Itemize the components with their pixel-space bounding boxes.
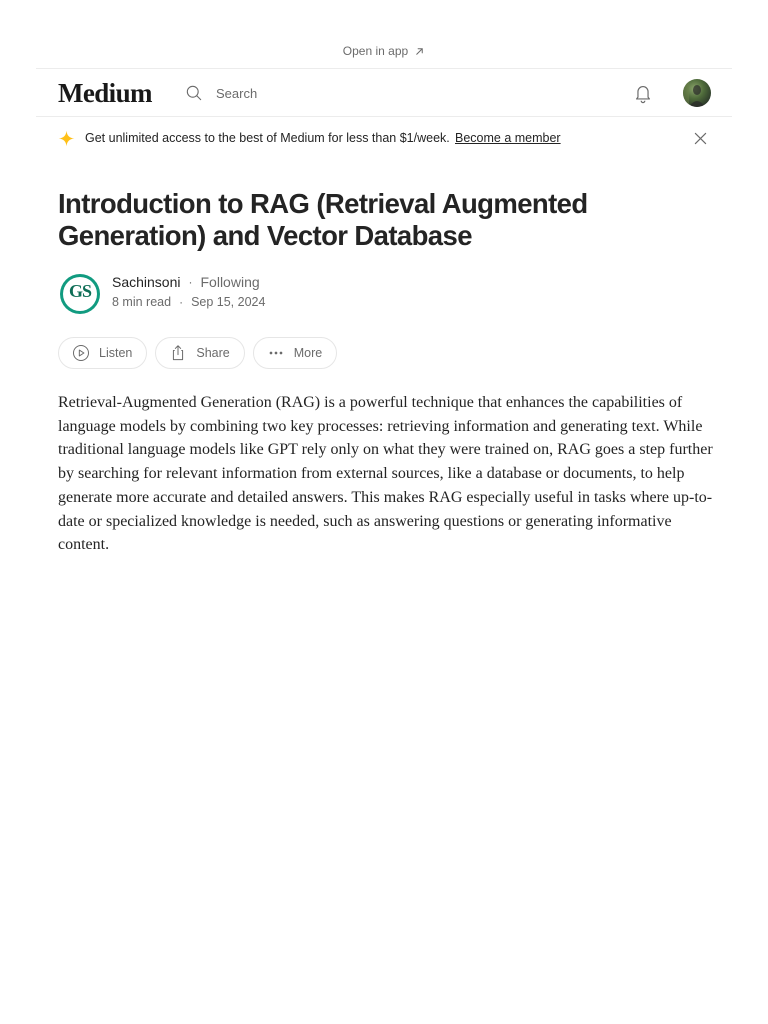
top-divider	[36, 68, 732, 69]
close-icon[interactable]	[692, 130, 709, 147]
more-button[interactable]	[253, 337, 337, 369]
external-arrow-icon	[414, 46, 425, 57]
navbar-divider	[36, 116, 732, 117]
author-initials: GS	[68, 281, 91, 301]
search-icon	[184, 83, 204, 103]
membership-banner	[0, 128, 768, 150]
listen-button[interactable]	[58, 337, 147, 369]
author-avatar[interactable]	[60, 274, 100, 314]
author-name[interactable]: Sachinsoni	[112, 274, 181, 290]
share-button[interactable]	[155, 337, 244, 369]
publish-date: Sep 15, 2024	[191, 295, 266, 309]
sparkle-icon	[58, 130, 75, 147]
author-line	[112, 274, 260, 290]
article-title: Introduction to RAG (Retrieval Augmented Generation) and Vector Database	[58, 188, 588, 251]
become-member-link[interactable]: Become a member	[455, 131, 561, 145]
follow-button[interactable]: Following	[200, 274, 260, 290]
banner-text: Get unlimited access to the best of Medium for less than $1/week.	[85, 131, 450, 145]
more-dots-icon	[266, 343, 286, 363]
medium-logo[interactable]: Medium	[58, 78, 152, 108]
article-actions	[58, 337, 337, 369]
navbar	[0, 70, 768, 116]
listen-label: Listen	[99, 346, 133, 360]
open-in-app-link[interactable]	[0, 40, 768, 62]
article-meta	[112, 295, 265, 309]
separator-dot: ·	[188, 275, 193, 289]
read-time: 8 min read	[112, 295, 172, 309]
play-icon	[71, 343, 91, 363]
notifications-bell-icon[interactable]	[632, 82, 654, 104]
search-placeholder: Search	[216, 85, 258, 101]
article-paragraph: Retrieval-Augmented Generation (RAG) is a powerful technique that enhances the capabilities of language models by combining two key processes: retrieving information and generating text. While traditional language models like GPT rely only on what they were trained on, RAG goes a step further by searching for relevant information from external sources, like a database or documents, to help generate more accurate and detailed answers. This makes RAG especially useful in tasks where up-to-date or specialized knowledge is needed, such as answering questions or generating informative content.	[58, 394, 713, 554]
user-avatar-image	[683, 79, 711, 107]
separator-dot: ·	[179, 295, 184, 309]
user-avatar[interactable]	[683, 79, 711, 107]
share-icon	[168, 343, 188, 363]
share-label: Share	[196, 346, 230, 360]
open-in-app-label: Open in app	[342, 44, 409, 58]
more-label: More	[293, 346, 323, 360]
search-bar[interactable]	[184, 82, 257, 104]
